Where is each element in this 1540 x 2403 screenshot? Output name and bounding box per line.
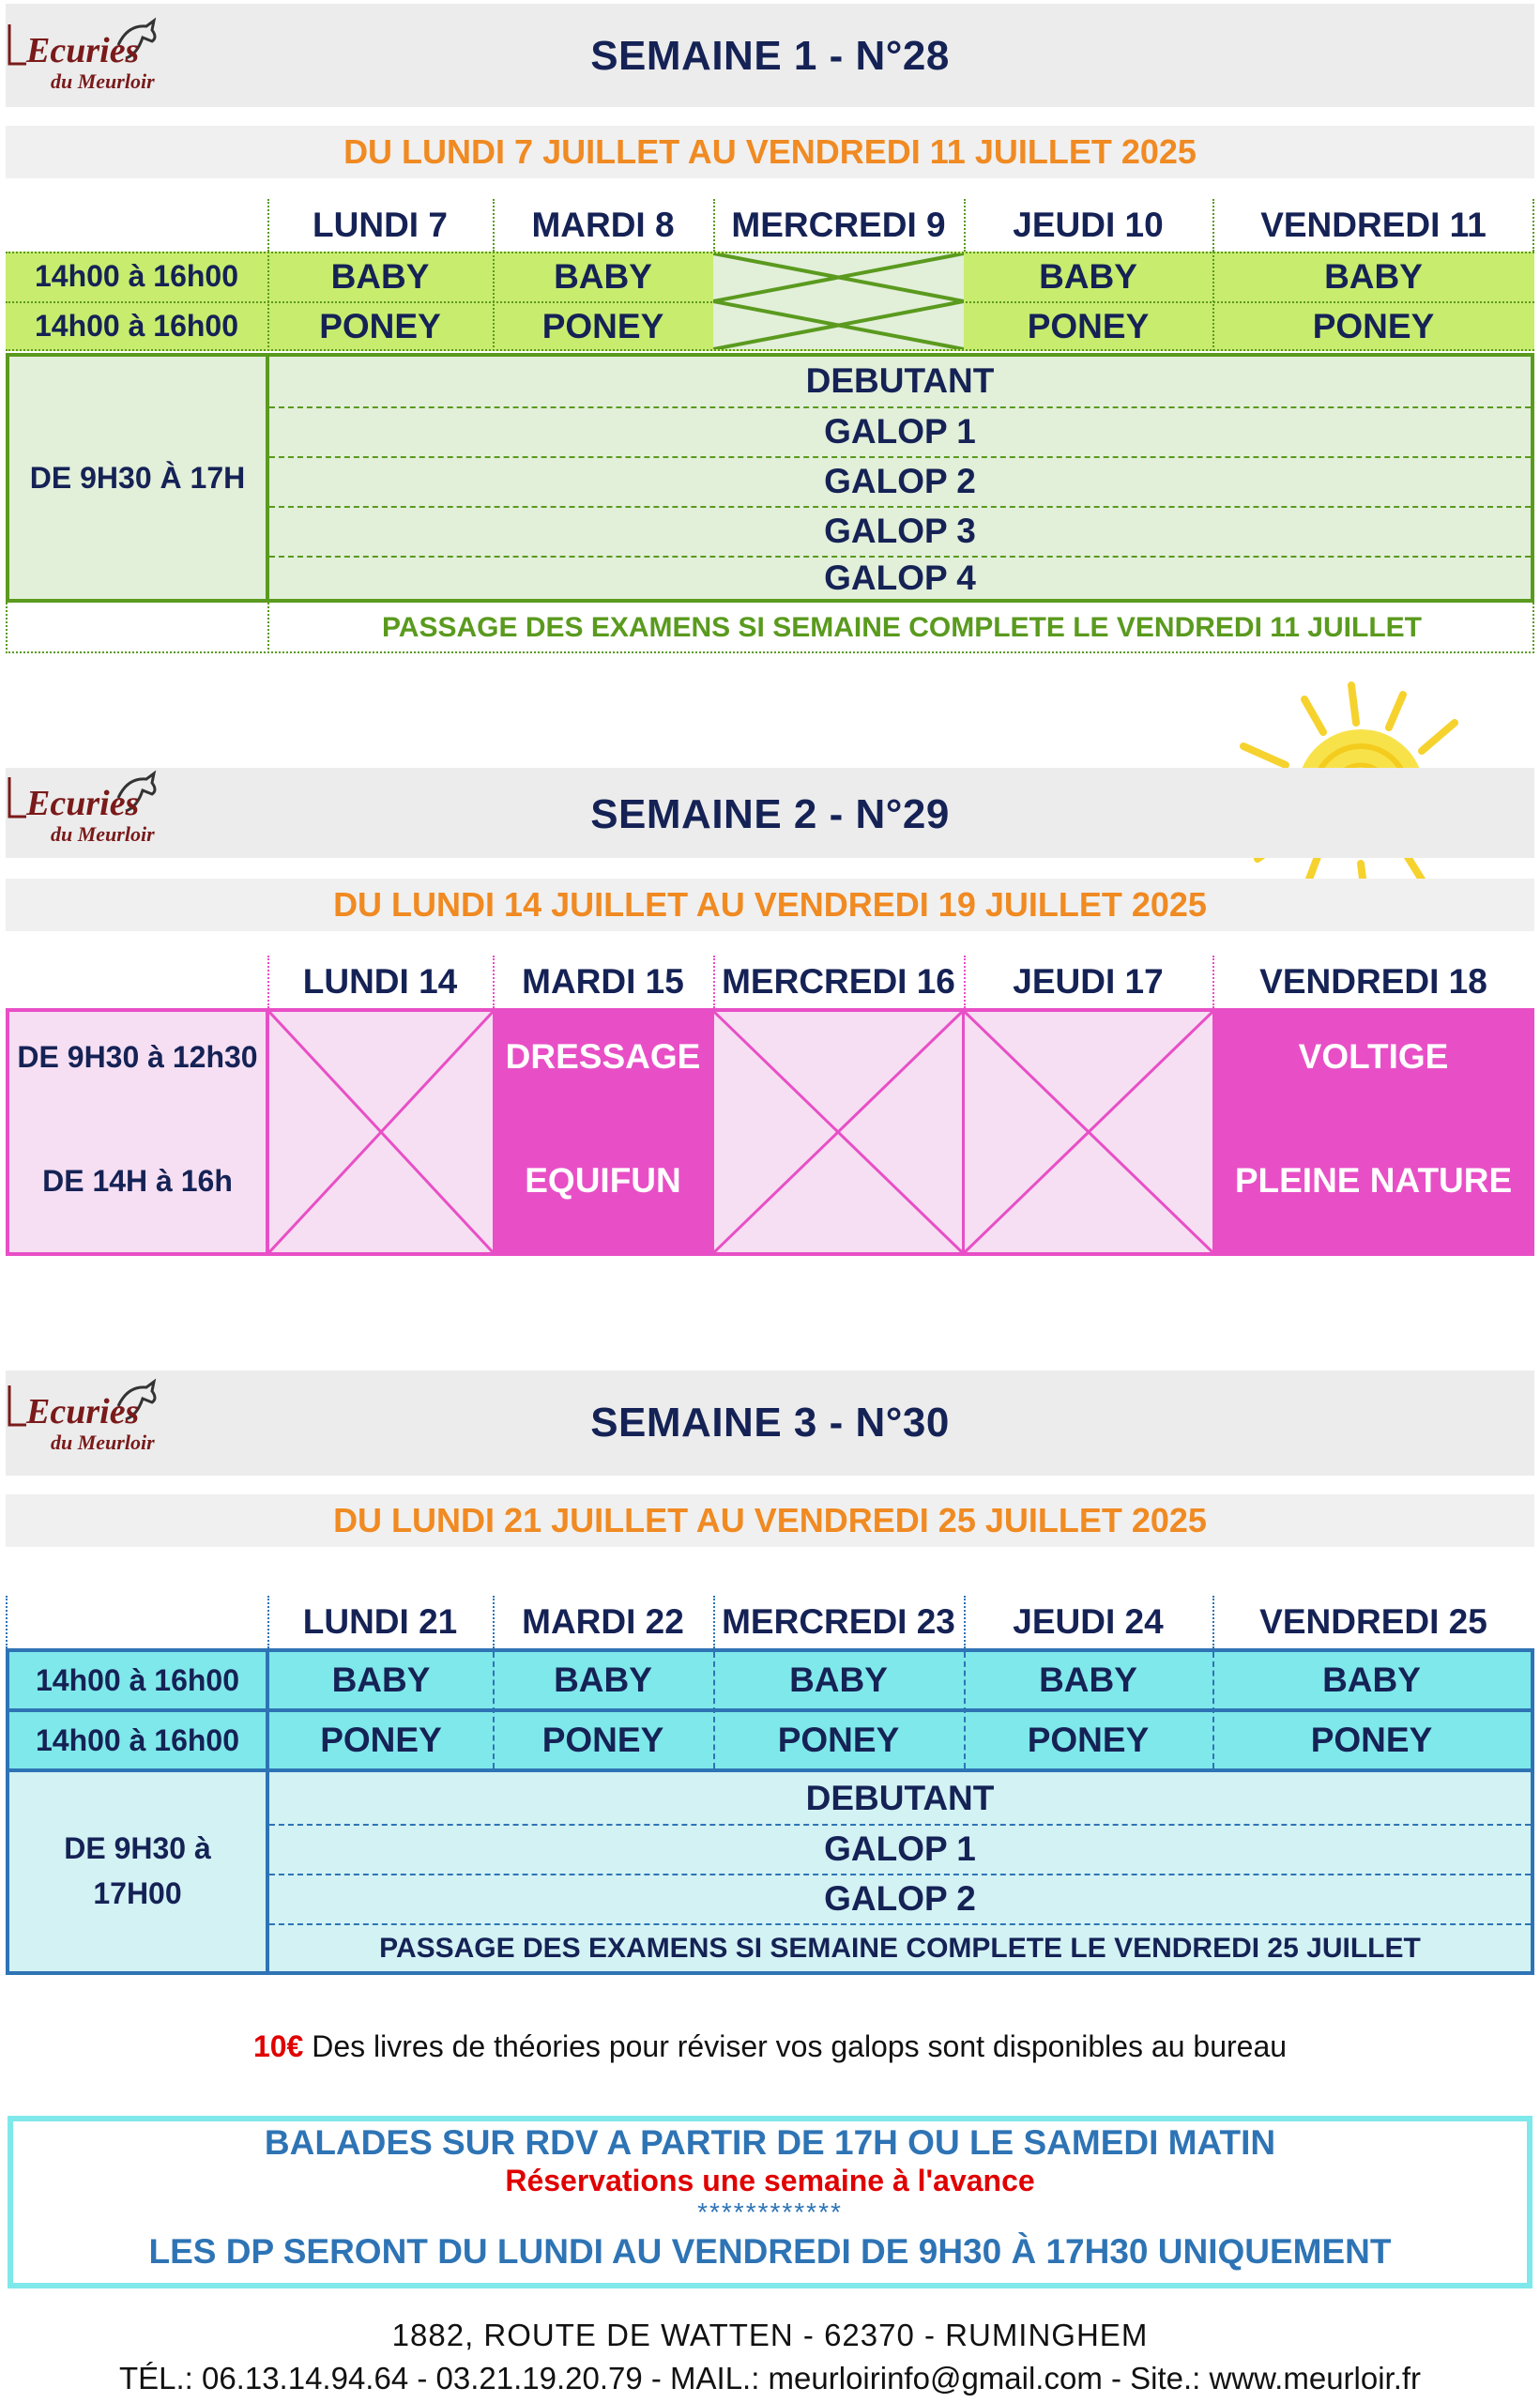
week1-level: GALOP 4 [269,556,1531,599]
week1-time: 14h00 à 16h00 [34,259,239,293]
week1-day: MARDI 8 [531,206,675,244]
week2-day: LUNDI 14 [302,962,458,1001]
books-price: 10€ [252,2028,304,2063]
week2-day: MARDI 15 [522,962,684,1001]
logo-line2: du Meurloir [51,822,155,845]
week3-time: 14h00 à 16h00 [35,1722,240,1757]
week3-cell: PONEY [777,1721,900,1759]
info-reservations: Réservations une semaine à l'avance [505,2163,1035,2197]
week1-cell: PONEY [1027,306,1150,345]
week2-monday-closed-cross [269,1012,493,1252]
week1-level: GALOP 1 [269,406,1531,455]
week3-day: VENDREDI 25 [1259,1602,1487,1641]
week1-level: GALOP 3 [269,506,1531,555]
week3-time: 14h00 à 16h00 [35,1662,240,1697]
week3-exam-note: PASSAGE DES EXAMENS SI SEMAINE COMPLETE LE VENDREDI 25 JUILLET [269,1923,1531,1971]
week1-day: MERCREDI 9 [731,206,946,244]
week1-day: JEUDI 10 [1013,206,1164,244]
week3-dates: DU LUNDI 21 JUILLET AU VENDREDI 25 JUILLET 2025 [6,1494,1534,1547]
info-dp: LES DP SERONT DU LUNDI AU VENDREDI DE 9H30 À 17H30 UNIQUEMENT [148,2232,1392,2271]
week3-cell: BABY [1039,1661,1137,1699]
footer-contact: TÉL.: 06.13.14.94.64 - 03.21.19.20.79 - MAIL.: meurloirinfo@gmail.com - Site.: www.meurloir.fr [118,2361,1422,2395]
week3-level: GALOP 2 [269,1874,1531,1922]
week2-thursday-closed-cross [965,1012,1212,1252]
week2-title: SEMAINE 2 - N°29 [590,791,950,837]
week3-day: LUNDI 21 [302,1602,458,1641]
week2-wednesday-closed-cross [714,1012,962,1252]
info-separator: ************ [697,2197,843,2227]
logo-line1: Ecuries [26,784,140,823]
week2-tuesday-afternoon: EQUIFUN [525,1161,681,1200]
week2-friday-afternoon: PLEINE NATURE [1234,1161,1513,1200]
week2-day: VENDREDI 18 [1259,962,1487,1001]
week1-level: GALOP 2 [269,456,1531,505]
week1-title: SEMAINE 1 - N°28 [590,33,950,79]
week3-stage-time-line1: DE 9H30 à [64,1830,211,1865]
week1-cell: BABY [1324,256,1423,296]
week3-stage-time-line2: 17H00 [93,1875,182,1910]
week3-cell: PONEY [1027,1721,1150,1759]
week3-cell: BABY [1322,1661,1421,1699]
week1-exam-note: PASSAGE DES EXAMENS SI SEMAINE COMPLETE LE VENDREDI 11 JUILLET [382,612,1422,643]
books-text: Des livres de théories pour réviser vos galops sont disponibles au bureau [303,2028,1288,2063]
week2-morning-time: DE 9H30 à 12h30 [17,1039,258,1074]
week3-day: MARDI 22 [522,1602,684,1641]
footer-address: 1882, ROUTE DE WATTEN - 62370 - RUMINGHEM [391,2318,1149,2352]
week1-day: VENDREDI 11 [1260,206,1487,244]
week2-tuesday-morning: DRESSAGE [505,1037,701,1076]
logo-line2: du Meurloir [51,69,155,92]
week1-stage-time: DE 9H30 À 17H [29,460,246,495]
week1-level: DEBUTANT [805,361,995,400]
logo-line1: Ecuries [26,1392,140,1431]
week1-time: 14h00 à 16h00 [34,309,239,343]
week3-level: DEBUTANT [805,1779,995,1817]
week3-level: GALOP 1 [269,1824,1531,1873]
week2-afternoon-time: DE 14H à 16h [42,1163,233,1198]
week1-day: LUNDI 7 [313,206,448,244]
week3-cell: BABY [331,1661,431,1699]
week3-cell: PONEY [320,1721,442,1759]
week3-cell: BABY [789,1661,888,1699]
week3-cell: PONEY [1310,1721,1433,1759]
week3-title: SEMAINE 3 - N°30 [590,1400,950,1446]
week1-cell: PONEY [1312,306,1435,345]
week3-cell: BABY [554,1661,652,1699]
week3-cell: PONEY [541,1721,664,1759]
week1-cell: BABY [554,256,652,296]
week1-cell: BABY [330,256,430,296]
week2-day: MERCREDI 16 [722,962,955,1001]
week3-day: MERCREDI 23 [722,1602,955,1641]
week1-cell: BABY [1039,256,1137,296]
week2-dates: DU LUNDI 14 JUILLET AU VENDREDI 19 JUILLET 2025 [6,879,1534,931]
logo-line2: du Meurloir [51,1431,155,1453]
books-note [0,2018,1540,2074]
logo-line1: Ecuries [26,31,140,70]
info-rides: BALADES SUR RDV A PARTIR DE 17H OU LE SAMEDI MATIN [264,2123,1276,2162]
week1-wed-closed-cross [713,253,964,349]
week2-day: JEUDI 17 [1013,962,1164,1001]
week3-day: JEUDI 24 [1013,1602,1164,1641]
week1-cell: PONEY [319,306,441,345]
week1-dates: DU LUNDI 7 JUILLET AU VENDREDI 11 JUILLET 2025 [6,126,1534,178]
week2-friday-morning: VOLTIGE [1298,1037,1449,1076]
week1-cell: PONEY [541,306,664,345]
